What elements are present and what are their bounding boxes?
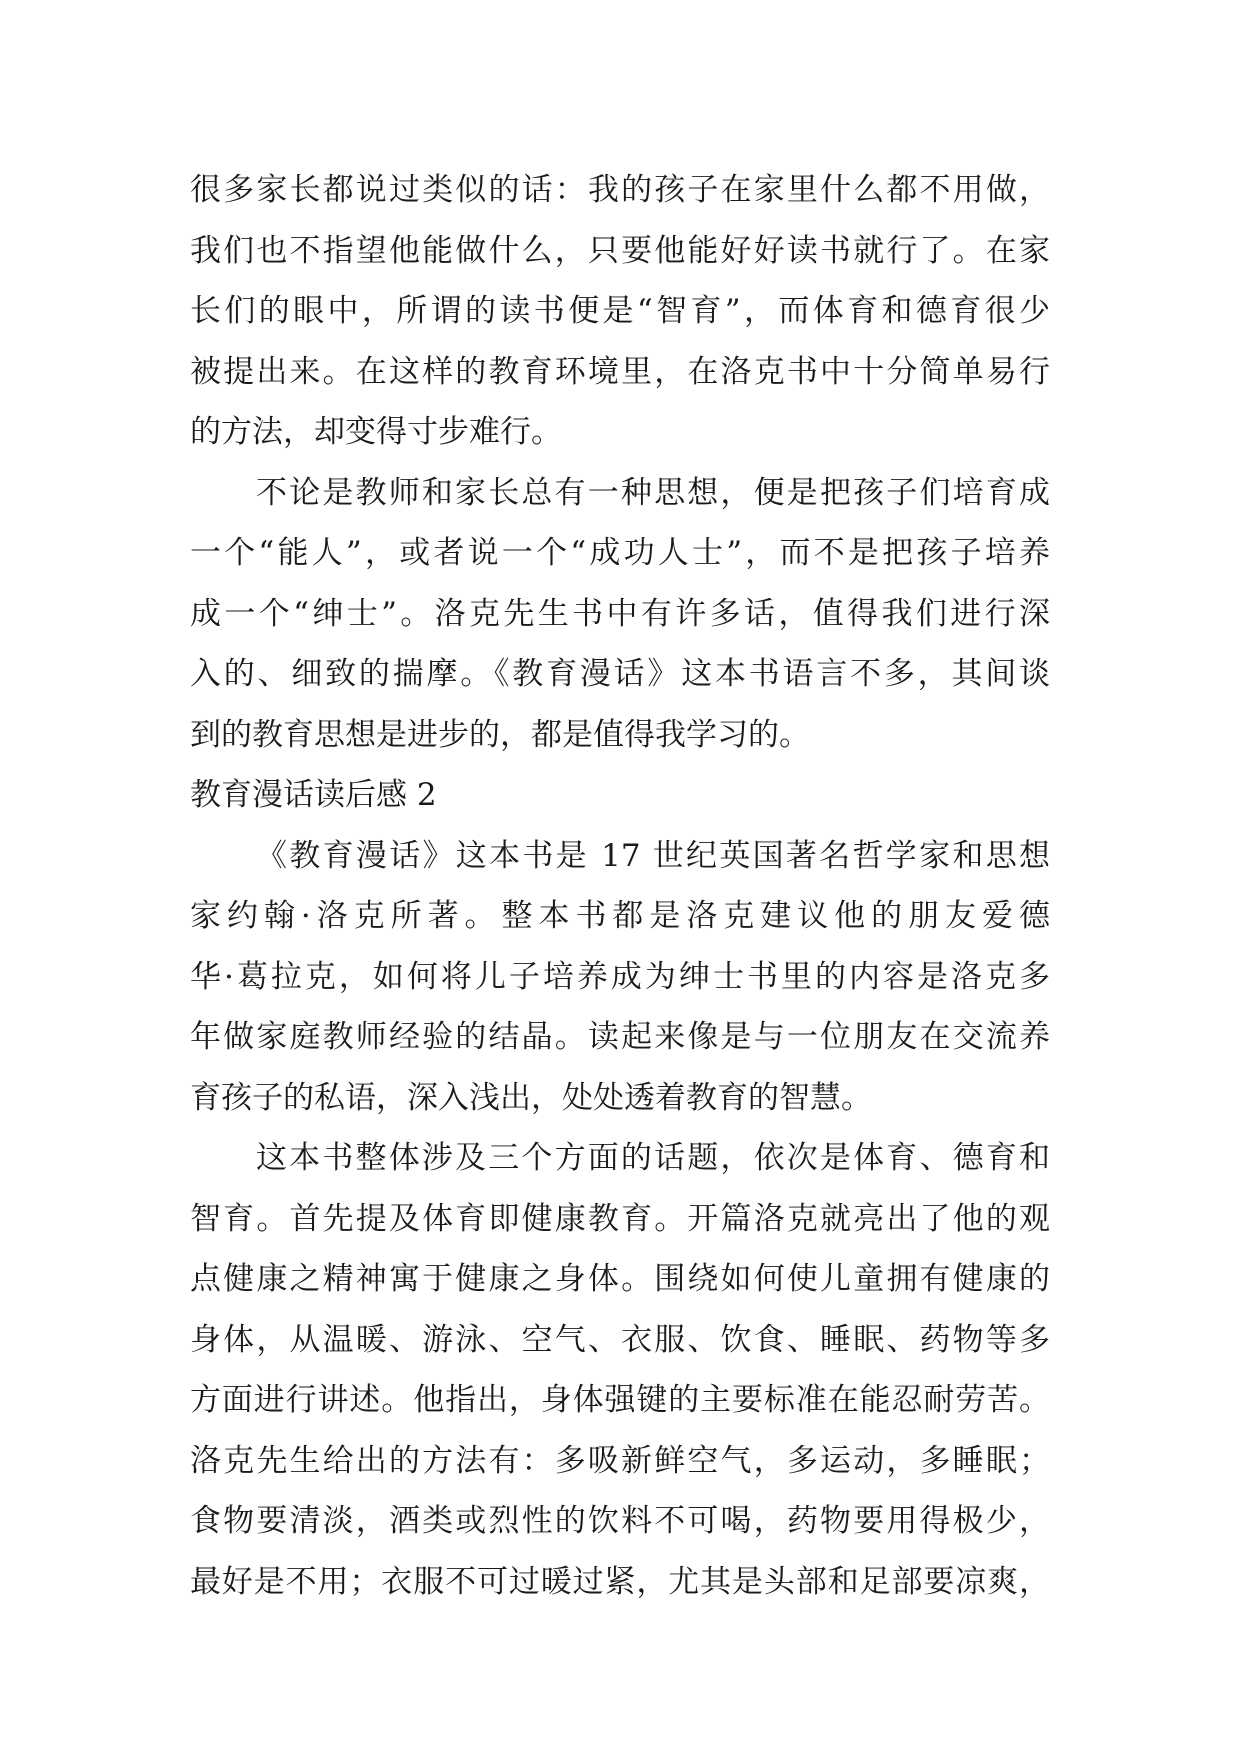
- text-line: 入的、细致的揣摩。《教育漫话》这本书语言不多，其间谈: [190, 656, 1050, 692]
- text-line: 最好是不用；衣服不可过暖过紧，尤其是头部和足部要凉爽，: [190, 1563, 1050, 1600]
- text-line: 点健康之精神寓于健康之身体。围绕如何使儿童拥有健康的: [190, 1261, 1050, 1297]
- text-line: 方面进行讲述。他指出，身体强键的主要标准在能忍耐劳苦。: [190, 1382, 1050, 1418]
- text-line: 年做家庭教师经验的结晶。读起来像是与一位朋友在交流养: [190, 1019, 1050, 1055]
- text-line: 很多家长都说过类似的话：我的孩子在家里什么都不用做，: [190, 172, 1050, 208]
- text-line: 成一个“绅士”。洛克先生书中有许多话，值得我们进行深: [190, 595, 1050, 632]
- body-text: [190, 160, 1050, 1612]
- text-line: 我们也不指望他能做什么，只要他能好好读书就行了。在家: [190, 232, 1050, 269]
- text-line: 这本书整体涉及三个方面的话题，依次是体育、德育和: [256, 1140, 1050, 1176]
- text-line: 家约翰·洛克所著。整本书都是洛克建议他的朋友爱德: [190, 898, 1050, 934]
- text-line: 洛克先生给出的方法有：多吸新鲜空气，多运动，多睡眠；: [190, 1442, 1050, 1479]
- text-line: 一个“能人”，或者说一个“成功人士”，而不是把孩子培养: [190, 535, 1050, 571]
- text-line: 《教育漫话》这本书是 17 世纪英国著名哲学家和思想: [256, 837, 1050, 874]
- text-line: 育孩子的私语，深入浅出，处处透着教育的智慧。: [190, 1079, 872, 1116]
- text-line: 到的教育思想是进步的，都是值得我学习的。: [190, 716, 810, 753]
- text-line: 被提出来。在这样的教育环境里，在洛克书中十分简单易行: [190, 353, 1050, 390]
- section-heading: 教育漫话读后感 2: [190, 777, 437, 813]
- text-line: 身体，从温暖、游泳、空气、衣服、饮食、睡眠、药物等多: [190, 1321, 1050, 1358]
- text-line: 不论是教师和家长总有一种思想，便是把孩子们培育成: [256, 474, 1050, 511]
- text-line: 长们的眼中，所谓的读书便是“智育”，而体育和德育很少: [190, 293, 1050, 329]
- text-line: 食物要清淡，酒类或烈性的饮料不可喝，药物要用得极少，: [190, 1503, 1050, 1539]
- text-line: 华·葛拉克，如何将儿子培养成为绅士书里的内容是洛克多: [190, 958, 1050, 995]
- text-line: 智育。首先提及体育即健康教育。开篇洛克就亮出了他的观: [190, 1200, 1050, 1237]
- text-line: 的方法，却变得寸步难行。: [190, 414, 562, 450]
